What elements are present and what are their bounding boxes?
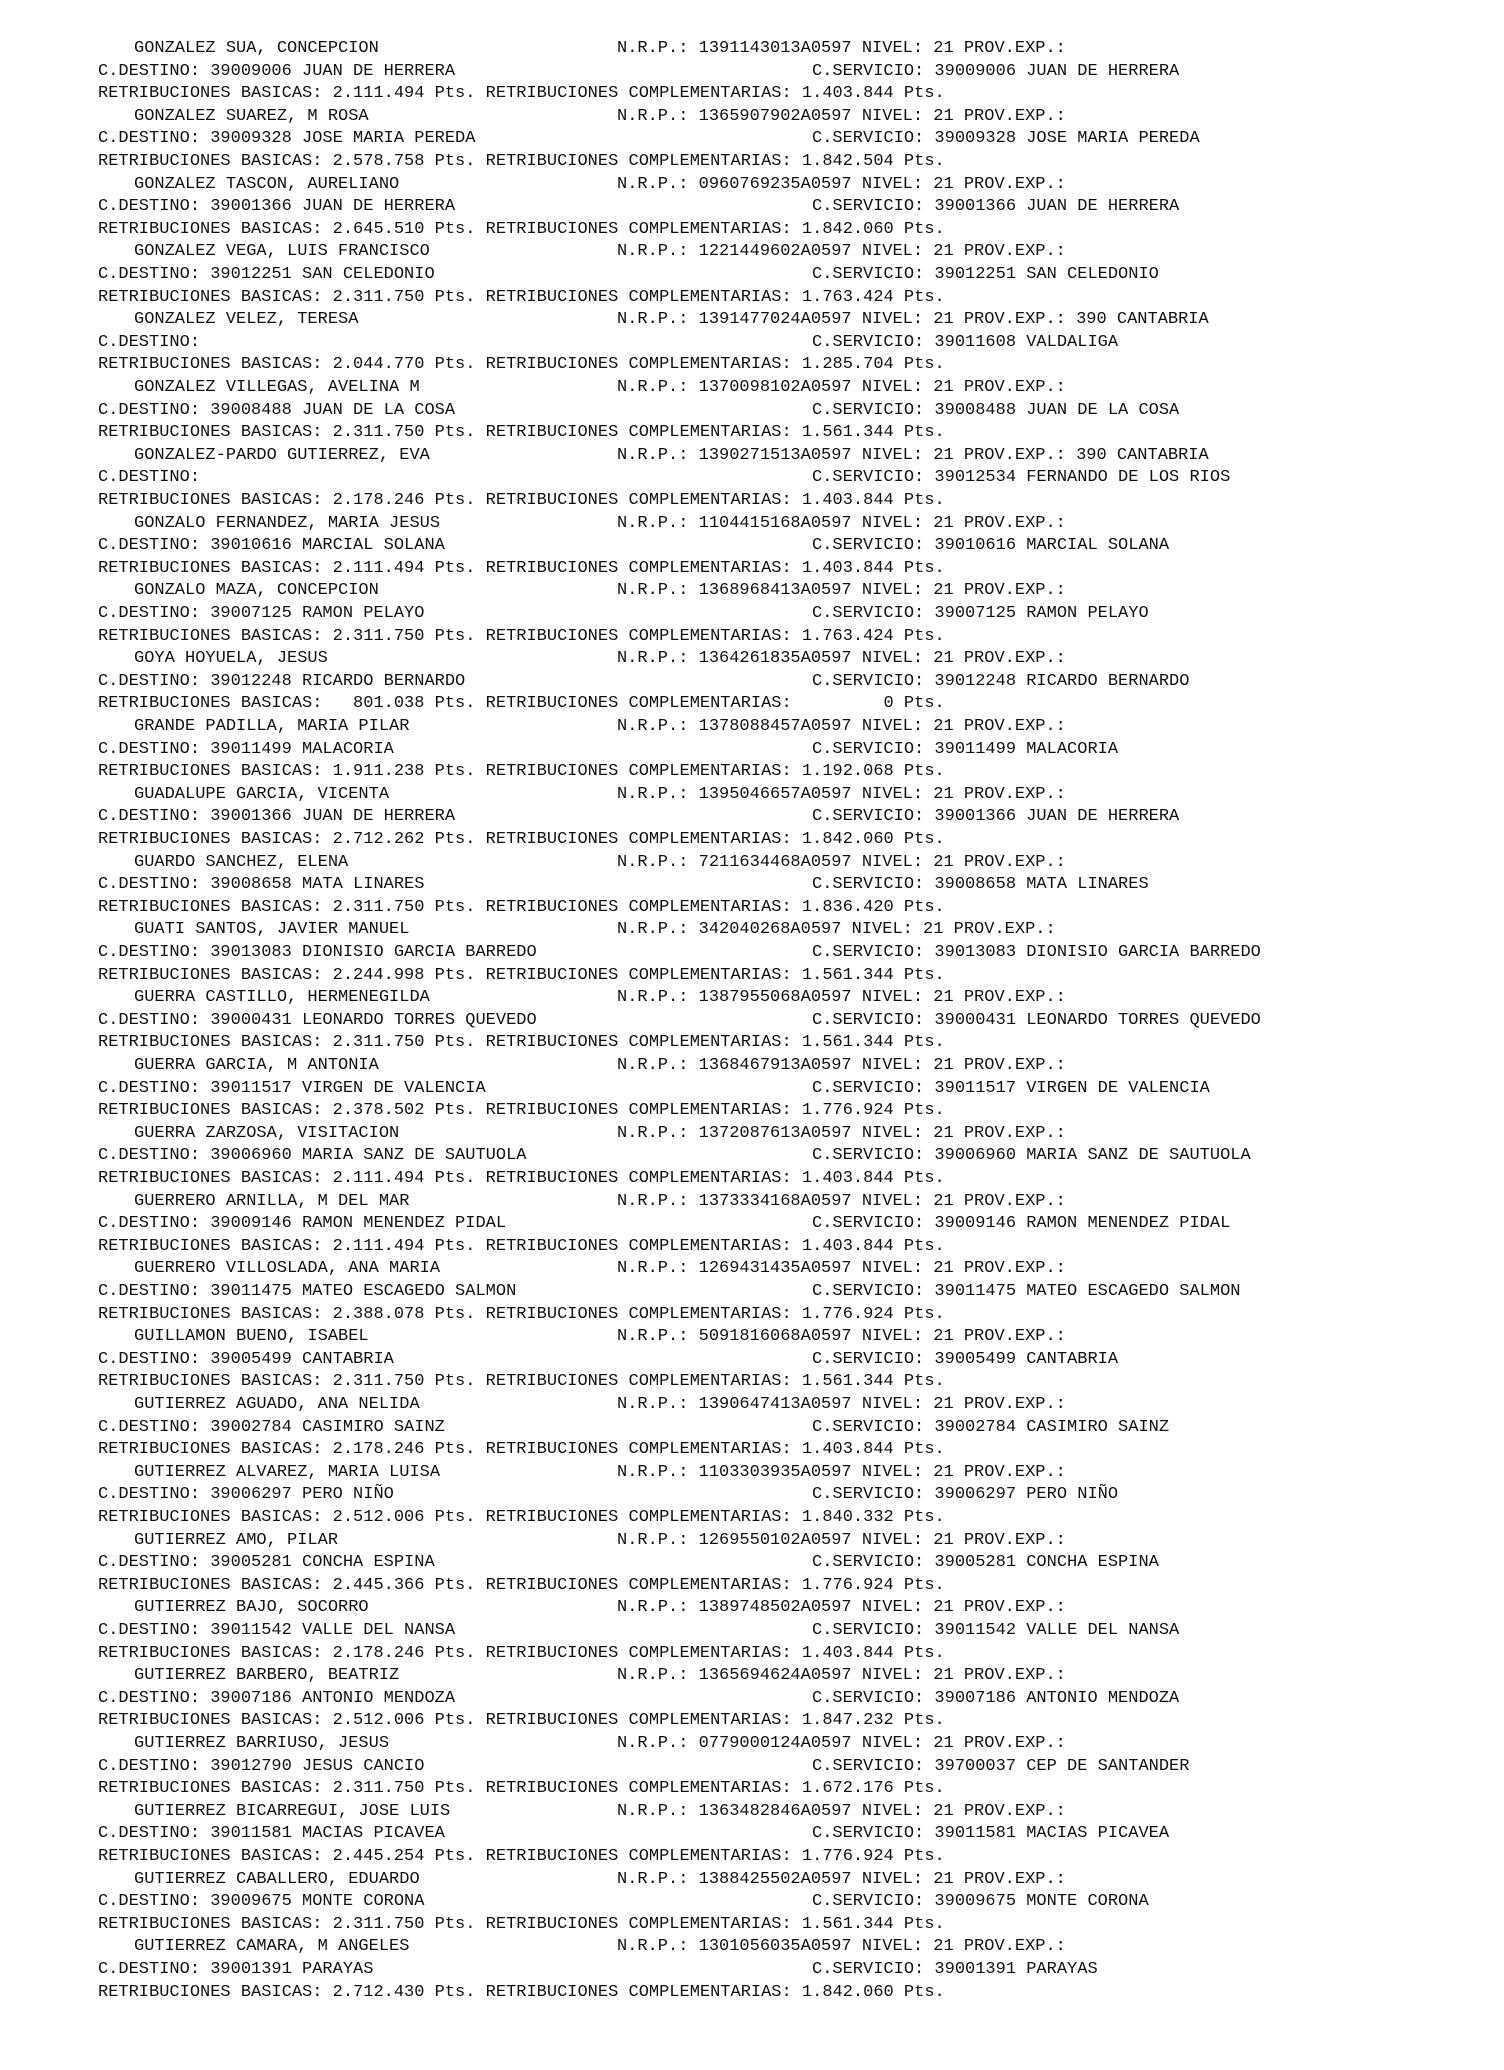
nrp-nivel-prov: N.R.P.: 1103303935A0597 NIVEL: 21 PROV.EXP.: (617, 1462, 1066, 1482)
retribuciones-line: RETRIBUCIONES BASICAS: 2.645.510 Pts. RETRIBUCIONES COMPLEMENTARIAS: 1.842.060 Pts. (98, 219, 945, 239)
centro-destino: C.DESTINO: 39006960 MARIA SANZ DE SAUTUOLA (98, 1146, 527, 1166)
employee-name: GUATI SANTOS, JAVIER MANUEL (134, 920, 410, 940)
centro-destino: C.DESTINO: 39007186 ANTONIO MENDOZA (98, 1688, 456, 1708)
centro-destino: C.DESTINO: 39008658 MATA LINARES (98, 875, 425, 895)
retribuciones-line: RETRIBUCIONES BASICAS: 801.038 Pts. RETRIBUCIONES COMPLEMENTARIAS: 0 Pts. (98, 694, 945, 714)
nrp-nivel-prov: N.R.P.: 1372087613A0597 NIVEL: 21 PROV.EXP.: (617, 1123, 1066, 1143)
centro-destino: C.DESTINO: 39001366 JUAN DE HERRERA (98, 197, 456, 217)
retribuciones-line: RETRIBUCIONES BASICAS: 2.111.494 Pts. RETRIBUCIONES COMPLEMENTARIAS: 1.403.844 Pts. (98, 84, 945, 104)
nrp-nivel-prov: N.R.P.: 0779000124A0597 NIVEL: 21 PROV.EXP.: (617, 1734, 1066, 1753)
centro-servicio: C.SERVICIO: 39009006 JUAN DE HERRERA (812, 61, 1180, 81)
centro-servicio: C.SERVICIO: 39000431 LEONARDO TORRES QUEVEDO (812, 1010, 1261, 1030)
nrp-nivel-prov: N.R.P.: 1395046657A0597 NIVEL: 21 PROV.EXP.: (617, 784, 1066, 804)
employee-name: GUTIERREZ AMO, PILAR (134, 1530, 339, 1550)
centro-destino: C.DESTINO: 39011581 MACIAS PICAVEA (98, 1824, 445, 1844)
employee-name: GUADALUPE GARCIA, VICENTA (134, 784, 390, 804)
employee-name: GUTIERREZ BARBERO, BEATRIZ (134, 1666, 400, 1686)
nrp-nivel-prov: N.R.P.: 1365694624A0597 NIVEL: 21 PROV.EXP.: (617, 1666, 1066, 1686)
retribuciones-line: RETRIBUCIONES BASICAS: 2.512.006 Pts. RETRIBUCIONES COMPLEMENTARIAS: 1.847.232 Pts. (98, 1711, 945, 1731)
employee-name: GUTIERREZ BAJO, SOCORRO (134, 1598, 369, 1618)
nrp-nivel-prov: N.R.P.: 1370098102A0597 NIVEL: 21 PROV.EXP.: (617, 378, 1066, 397)
employee-name: GUERRA ZARZOSA, VISITACION (134, 1123, 400, 1143)
retribuciones-line: RETRIBUCIONES BASICAS: 2.311.750 Pts. RETRIBUCIONES COMPLEMENTARIAS: 1.672.176 Pts. (98, 1779, 945, 1799)
centro-servicio: C.SERVICIO: 39006960 MARIA SANZ DE SAUTUOLA (812, 1146, 1251, 1166)
employee-name: GONZALEZ VILLEGAS, AVELINA M (134, 378, 420, 397)
centro-destino: C.DESTINO: 39009006 JUAN DE HERRERA (98, 61, 456, 81)
retribuciones-line: RETRIBUCIONES BASICAS: 2.578.758 Pts. RETRIBUCIONES COMPLEMENTARIAS: 1.842.504 Pts. (98, 152, 945, 171)
centro-servicio: C.SERVICIO: 39001366 JUAN DE HERRERA (812, 197, 1180, 217)
employee-name: GUERRERO VILLOSLADA, ANA MARIA (134, 1259, 441, 1279)
employee-name: GUTIERREZ ALVAREZ, MARIA LUISA (134, 1462, 441, 1482)
centro-servicio: C.SERVICIO: 39007125 RAMON PELAYO (812, 604, 1149, 623)
retribuciones-line: RETRIBUCIONES BASICAS: 2.178.246 Pts. RETRIBUCIONES COMPLEMENTARIAS: 1.403.844 Pts. (98, 491, 945, 510)
retribuciones-line: RETRIBUCIONES BASICAS: 2.311.750 Pts. RETRIBUCIONES COMPLEMENTARIAS: 1.561.344 Pts. (98, 1033, 945, 1053)
retribuciones-line: RETRIBUCIONES BASICAS: 2.178.246 Pts. RETRIBUCIONES COMPLEMENTARIAS: 1.403.844 Pts. (98, 1440, 945, 1460)
retribuciones-line: RETRIBUCIONES BASICAS: 2.111.494 Pts. RETRIBUCIONES COMPLEMENTARIAS: 1.403.844 Pts. (98, 1169, 945, 1188)
centro-destino: C.DESTINO: (98, 468, 201, 488)
centro-destino: C.DESTINO: 39001366 JUAN DE HERRERA (98, 807, 456, 827)
centro-destino: C.DESTINO: 39011517 VIRGEN DE VALENCIA (98, 1078, 486, 1098)
retribuciones-line: RETRIBUCIONES BASICAS: 2.311.750 Pts. RETRIBUCIONES COMPLEMENTARIAS: 1.561.344 Pts. (98, 423, 945, 443)
centro-destino: C.DESTINO: 39009675 MONTE CORONA (98, 1892, 425, 1912)
centro-servicio: C.SERVICIO: 39011517 VIRGEN DE VALENCIA (812, 1078, 1210, 1098)
retribuciones-line: RETRIBUCIONES BASICAS: 2.378.502 Pts. RETRIBUCIONES COMPLEMENTARIAS: 1.776.924 Pts. (98, 1101, 945, 1121)
employee-name: GUTIERREZ BICARREGUI, JOSE LUIS (134, 1801, 451, 1821)
centro-destino: C.DESTINO: 39011542 VALLE DEL NANSA (98, 1621, 456, 1640)
retribuciones-line: RETRIBUCIONES BASICAS: 2.445.254 Pts. RETRIBUCIONES COMPLEMENTARIAS: 1.776.924 Pts. (98, 1847, 945, 1866)
retribuciones-line: RETRIBUCIONES BASICAS: 2.512.006 Pts. RETRIBUCIONES COMPLEMENTARIAS: 1.840.332 Pts. (98, 1508, 945, 1527)
centro-destino: C.DESTINO: 39005499 CANTABRIA (98, 1349, 394, 1369)
centro-servicio: C.SERVICIO: 39009675 MONTE CORONA (812, 1892, 1149, 1912)
retribuciones-line: RETRIBUCIONES BASICAS: 2.311.750 Pts. RETRIBUCIONES COMPLEMENTARIAS: 1.763.424 Pts. (98, 287, 945, 307)
nrp-nivel-prov: N.R.P.: 1368968413A0597 NIVEL: 21 PROV.EXP.: (617, 581, 1066, 601)
nrp-nivel-prov: N.R.P.: 1221449602A0597 NIVEL: 21 PROV.EXP.: (617, 242, 1066, 262)
employee-name: GONZALEZ VELEZ, TERESA (134, 310, 359, 330)
centro-servicio: C.SERVICIO: 39012534 FERNANDO DE LOS RIOS (812, 468, 1231, 488)
employee-name: GUTIERREZ AGUADO, ANA NELIDA (134, 1395, 420, 1414)
centro-servicio: C.SERVICIO: 39002784 CASIMIRO SAINZ (812, 1417, 1170, 1437)
centro-servicio: C.SERVICIO: 39012248 RICARDO BERNARDO (812, 671, 1190, 691)
nrp-nivel-prov: N.R.P.: 7211634468A0597 NIVEL: 21 PROV.EXP.: (617, 852, 1066, 872)
nrp-nivel-prov: N.R.P.: 1363482846A0597 NIVEL: 21 PROV.EXP.: (617, 1801, 1066, 1821)
retribuciones-line: RETRIBUCIONES BASICAS: 2.044.770 Pts. RETRIBUCIONES COMPLEMENTARIAS: 1.285.704 Pts. (98, 355, 945, 375)
centro-destino: C.DESTINO: 39011499 MALACORIA (98, 739, 394, 759)
centro-servicio: C.SERVICIO: 39013083 DIONISIO GARCIA BARREDO (812, 943, 1261, 962)
nrp-nivel-prov: N.R.P.: 1365907902A0597 NIVEL: 21 PROV.EXP.: (617, 106, 1066, 126)
nrp-nivel-prov: N.R.P.: 1301056035A0597 NIVEL: 21 PROV.EXP.: (617, 1937, 1066, 1957)
centro-servicio: C.SERVICIO: 39008658 MATA LINARES (812, 875, 1149, 895)
centro-destino: C.DESTINO: 39002784 CASIMIRO SAINZ (98, 1417, 445, 1437)
centro-destino: C.DESTINO: 39012790 JESUS CANCIO (98, 1756, 425, 1776)
retribuciones-line: RETRIBUCIONES BASICAS: 2.311.750 Pts. RETRIBUCIONES COMPLEMENTARIAS: 1.561.344 Pts. (98, 1914, 945, 1934)
centro-servicio: C.SERVICIO: 39011542 VALLE DEL NANSA (812, 1621, 1180, 1640)
centro-servicio: C.SERVICIO: 39009146 RAMON MENENDEZ PIDAL (812, 1214, 1231, 1234)
centro-destino: C.DESTINO: 39011475 MATEO ESCAGEDO SALMON (98, 1282, 517, 1301)
nrp-nivel-prov: N.R.P.: 1389748502A0597 NIVEL: 21 PROV.EXP.: (617, 1598, 1066, 1618)
employee-name: GONZALEZ SUAREZ, M ROSA (134, 106, 369, 126)
retribuciones-line: RETRIBUCIONES BASICAS: 2.712.262 Pts. RETRIBUCIONES COMPLEMENTARIAS: 1.842.060 Pts. (98, 830, 945, 849)
centro-servicio: C.SERVICIO: 39700037 CEP DE SANTANDER (812, 1756, 1190, 1776)
employee-name: GUARDO SANCHEZ, ELENA (134, 852, 349, 872)
employee-name: GUTIERREZ BARRIUSO, JESUS (134, 1734, 390, 1753)
nrp-nivel-prov: N.R.P.: 1391143013A0597 NIVEL: 21 PROV.EXP.: (617, 39, 1066, 58)
nrp-nivel-prov: N.R.P.: 0960769235A0597 NIVEL: 21 PROV.EXP.: (617, 174, 1066, 194)
employee-name: GUTIERREZ CAMARA, M ANGELES (134, 1937, 410, 1957)
nrp-nivel-prov: N.R.P.: 5091816068A0597 NIVEL: 21 PROV.EXP.: (617, 1327, 1066, 1347)
retribuciones-line: RETRIBUCIONES BASICAS: 2.244.998 Pts. RETRIBUCIONES COMPLEMENTARIAS: 1.561.344 Pts. (98, 965, 945, 985)
centro-destino: C.DESTINO: 39007125 RAMON PELAYO (98, 604, 425, 623)
centro-servicio: C.SERVICIO: 39010616 MARCIAL SOLANA (812, 536, 1170, 556)
centro-servicio: C.SERVICIO: 39008488 JUAN DE LA COSA (812, 400, 1180, 420)
centro-destino: C.DESTINO: 39009146 RAMON MENENDEZ PIDAL (98, 1214, 507, 1234)
retribuciones-line: RETRIBUCIONES BASICAS: 2.111.494 Pts. RETRIBUCIONES COMPLEMENTARIAS: 1.403.844 Pts. (98, 558, 945, 578)
centro-servicio: C.SERVICIO: 39011499 MALACORIA (812, 739, 1119, 759)
employee-name: GONZALEZ VEGA, LUIS FRANCISCO (134, 242, 430, 262)
retribuciones-line: RETRIBUCIONES BASICAS: 2.311.750 Pts. RETRIBUCIONES COMPLEMENTARIAS: 1.561.344 Pts. (98, 1372, 945, 1392)
centro-servicio: C.SERVICIO: 39011608 VALDALIGA (812, 332, 1119, 352)
retribuciones-line: RETRIBUCIONES BASICAS: 2.445.366 Pts. RETRIBUCIONES COMPLEMENTARIAS: 1.776.924 Pts. (98, 1575, 945, 1595)
employee-name: GUERRERO ARNILLA, M DEL MAR (134, 1191, 410, 1211)
employee-name: GONZALO MAZA, CONCEPCION (134, 581, 379, 601)
nrp-nivel-prov: N.R.P.: 1269431435A0597 NIVEL: 21 PROV.EXP.: (617, 1259, 1066, 1279)
centro-destino: C.DESTINO: 39012251 SAN CELEDONIO (98, 265, 435, 284)
nrp-nivel-prov: N.R.P.: 1269550102A0597 NIVEL: 21 PROV.EXP.: (617, 1530, 1066, 1550)
nrp-nivel-prov: N.R.P.: 1368467913A0597 NIVEL: 21 PROV.EXP.: (617, 1056, 1066, 1075)
centro-servicio: C.SERVICIO: 39007186 ANTONIO MENDOZA (812, 1688, 1180, 1708)
retribuciones-line: RETRIBUCIONES BASICAS: 2.178.246 Pts. RETRIBUCIONES COMPLEMENTARIAS: 1.403.844 Pts. (98, 1643, 945, 1663)
centro-servicio: C.SERVICIO: 39006297 PERO NIÑO (812, 1485, 1119, 1505)
retribuciones-line: RETRIBUCIONES BASICAS: 2.712.430 Pts. RETRIBUCIONES COMPLEMENTARIAS: 1.842.060 Pts. (98, 1982, 945, 2002)
retribuciones-line: RETRIBUCIONES BASICAS: 2.311.750 Pts. RETRIBUCIONES COMPLEMENTARIAS: 1.836.420 Pts. (98, 897, 945, 917)
employee-name: GONZALO FERNANDEZ, MARIA JESUS (134, 513, 441, 533)
centro-servicio: C.SERVICIO: 39011581 MACIAS PICAVEA (812, 1824, 1170, 1844)
centro-destino: C.DESTINO: 39005281 CONCHA ESPINA (98, 1553, 435, 1573)
employee-name: GOYA HOYUELA, JESUS (134, 649, 328, 669)
employee-name: GONZALEZ SUA, CONCEPCION (134, 39, 379, 58)
employee-name: GONZALEZ TASCON, AURELIANO (134, 174, 400, 194)
retribuciones-line: RETRIBUCIONES BASICAS: 2.111.494 Pts. RETRIBUCIONES COMPLEMENTARIAS: 1.403.844 Pts. (98, 1236, 945, 1256)
centro-destino: C.DESTINO: 39008488 JUAN DE LA COSA (98, 400, 456, 420)
nrp-nivel-prov: N.R.P.: 1390647413A0597 NIVEL: 21 PROV.EXP.: (617, 1395, 1066, 1414)
nrp-nivel-prov: N.R.P.: 1388425502A0597 NIVEL: 21 PROV.EXP.: (617, 1869, 1066, 1889)
centro-destino: C.DESTINO: 39009328 JOSE MARIA PEREDA (98, 129, 476, 149)
centro-servicio: C.SERVICIO: 39005281 CONCHA ESPINA (812, 1553, 1159, 1573)
employee-name: GUERRA GARCIA, M ANTONIA (134, 1056, 379, 1075)
employee-name: GUILLAMON BUENO, ISABEL (134, 1327, 369, 1347)
centro-destino: C.DESTINO: 39006297 PERO NIÑO (98, 1485, 394, 1505)
employee-name: GONZALEZ-PARDO GUTIERREZ, EVA (134, 445, 430, 465)
nrp-nivel-prov: N.R.P.: 1378088457A0597 NIVEL: 21 PROV.EXP.: (617, 717, 1066, 736)
employee-name: GUTIERREZ CABALLERO, EDUARDO (134, 1869, 420, 1889)
centro-destino: C.DESTINO: (98, 332, 201, 352)
centro-servicio: C.SERVICIO: 39009328 JOSE MARIA PEREDA (812, 129, 1200, 149)
retribuciones-line: RETRIBUCIONES BASICAS: 2.388.078 Pts. RETRIBUCIONES COMPLEMENTARIAS: 1.776.924 Pts. (98, 1304, 945, 1324)
retribuciones-line: RETRIBUCIONES BASICAS: 2.311.750 Pts. RETRIBUCIONES COMPLEMENTARIAS: 1.763.424 Pts. (98, 626, 945, 646)
nrp-nivel-prov: N.R.P.: 1391477024A0597 NIVEL: 21 PROV.EXP.: 390 CANTABRIA (617, 310, 1209, 330)
centro-servicio: C.SERVICIO: 39012251 SAN CELEDONIO (812, 265, 1159, 284)
nrp-nivel-prov: N.R.P.: 1373334168A0597 NIVEL: 21 PROV.EXP.: (617, 1191, 1066, 1211)
centro-servicio: C.SERVICIO: 39001366 JUAN DE HERRERA (812, 807, 1180, 827)
employee-name: GRANDE PADILLA, MARIA PILAR (134, 717, 410, 736)
centro-destino: C.DESTINO: 39013083 DIONISIO GARCIA BARREDO (98, 943, 537, 962)
nrp-nivel-prov: N.R.P.: 1104415168A0597 NIVEL: 21 PROV.EXP.: (617, 513, 1066, 533)
centro-destino: C.DESTINO: 39001391 PARAYAS (98, 1960, 374, 1979)
employee-name: GUERRA CASTILLO, HERMENEGILDA (134, 988, 430, 1008)
retribuciones-line: RETRIBUCIONES BASICAS: 1.911.238 Pts. RETRIBUCIONES COMPLEMENTARIAS: 1.192.068 Pts. (98, 762, 945, 782)
centro-destino: C.DESTINO: 39000431 LEONARDO TORRES QUEVEDO (98, 1010, 537, 1030)
centro-servicio: C.SERVICIO: 39005499 CANTABRIA (812, 1349, 1119, 1369)
centro-servicio: C.SERVICIO: 39001391 PARAYAS (812, 1960, 1098, 1979)
centro-destino: C.DESTINO: 39010616 MARCIAL SOLANA (98, 536, 445, 556)
centro-destino: C.DESTINO: 39012248 RICARDO BERNARDO (98, 671, 466, 691)
nrp-nivel-prov: N.R.P.: 1364261835A0597 NIVEL: 21 PROV.EXP.: (617, 649, 1066, 669)
centro-servicio: C.SERVICIO: 39011475 MATEO ESCAGEDO SALMON (812, 1282, 1241, 1301)
nrp-nivel-prov: N.R.P.: 1387955068A0597 NIVEL: 21 PROV.EXP.: (617, 988, 1066, 1008)
nrp-nivel-prov: N.R.P.: 1390271513A0597 NIVEL: 21 PROV.EXP.: 390 CANTABRIA (617, 445, 1209, 465)
nrp-nivel-prov: N.R.P.: 342040268A0597 NIVEL: 21 PROV.EXP.: (617, 920, 1056, 940)
